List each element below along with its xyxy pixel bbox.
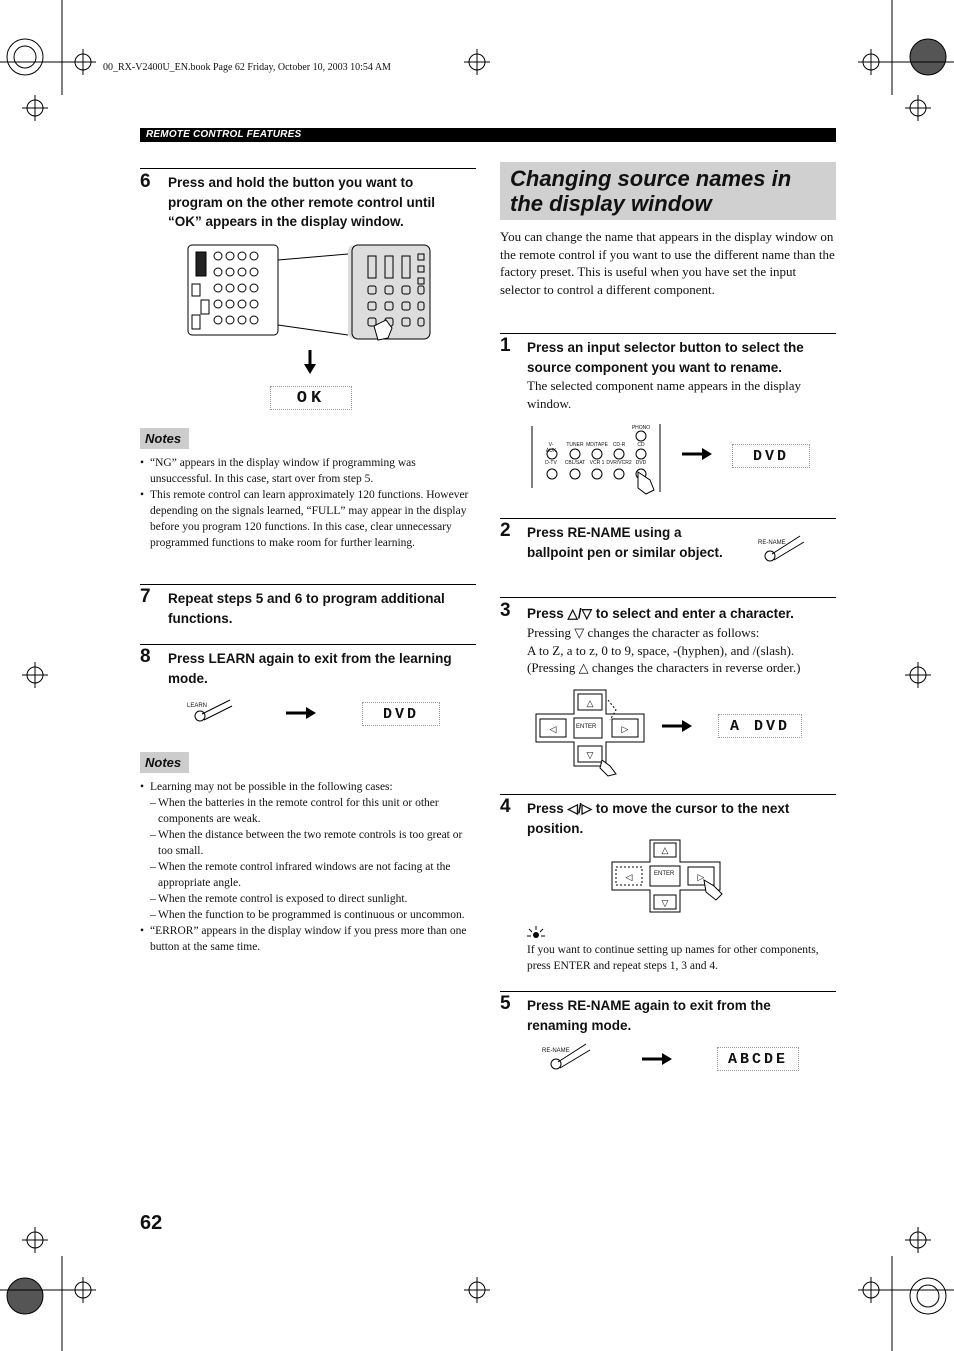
note-subitem: – When the function to be programmed is continuous or uncommon.: [140, 907, 476, 923]
display-window: DVD: [362, 702, 440, 726]
step-1-subtext: The selected component name appears in the display window.: [527, 378, 801, 411]
button-label: PHONO: [631, 425, 651, 431]
rename-label: RE-NAME: [758, 540, 786, 546]
button-label: CD-R: [612, 442, 626, 448]
button-label: V-AUX: [545, 442, 557, 454]
rename-button-illustration: [760, 534, 820, 564]
display-window: OK: [270, 386, 352, 410]
button-label: MD/TAPE: [586, 442, 608, 448]
step-3-line: (Pressing △ changes the characters in reverse order.): [527, 660, 801, 675]
note-item: • Learning may not be possible in the following cases:: [140, 779, 476, 795]
svg-text:△: △: [586, 698, 594, 708]
note-subitem: – When the remote control infrared windows are not facing at the appropriate angle.: [140, 859, 476, 891]
page-title: Changing source names in the display window: [510, 166, 792, 216]
display-window: ABCDE: [717, 1047, 799, 1071]
rename-button-illustration: [546, 1040, 606, 1070]
input-selector-illustration: [530, 422, 670, 494]
button-label: VCR 1: [589, 460, 605, 466]
step-number: 6: [140, 171, 151, 192]
step-number: 7: [140, 586, 151, 607]
note-item: • This remote control can learn approximately 120 functions. However depending on the signals learned, “FULL” may appear in the display before you program 120 functions. In this case, clear unnecessary programmed functions to make room for further learning.: [140, 487, 476, 551]
button-label: D-TV: [545, 460, 557, 466]
divider: [500, 518, 836, 519]
note-subitem: – When the batteries in the remote control for this unit or other components are weak.: [140, 795, 476, 827]
remote-learning-illustration: [188, 240, 448, 410]
svg-text:▷: ▷: [621, 724, 629, 734]
rename-label: RE-NAME: [542, 1048, 570, 1054]
enter-label: ENTER: [576, 724, 597, 730]
divider: [500, 991, 836, 992]
cursor-pad-illustration: [612, 840, 732, 915]
display-window: A DVD: [718, 714, 802, 738]
step-8-text: Press LEARN again to exit from the learning mode.: [168, 651, 452, 686]
display-window: DVD: [732, 444, 810, 468]
enter-label: ENTER: [654, 871, 675, 877]
divider: [140, 644, 476, 645]
notes-list: [140, 455, 476, 551]
button-label: DVR/VCR2: [606, 460, 632, 466]
divider: [140, 584, 476, 585]
section-bar: [140, 128, 836, 142]
svg-text:▷: ▷: [697, 872, 705, 882]
section-title-box: [500, 162, 836, 220]
note-subitem: – When the remote control is exposed to direct sunlight.: [140, 891, 476, 907]
step-1-text: Press an input selector button to select the source component you want to rename.: [527, 340, 804, 375]
step-5-text: Press RE-NAME again to exit from the renaming mode.: [527, 998, 771, 1033]
cursor-pad-illustration: [536, 690, 646, 775]
note-subitem: – When the distance between the two remote controls is too great or too small.: [140, 827, 476, 859]
note-item: • “NG” appears in the display window if programming was unsuccessful. In this case, start over from step 5.: [140, 455, 476, 487]
section-title: REMOTE CONTROL FEATURES: [146, 129, 302, 140]
arrow-right-icon: [286, 707, 318, 719]
arrow-right-icon: [682, 448, 714, 460]
step-3-line: A to Z, a to z, 0 to 9, space, -(hyphen), and /(slash).: [527, 643, 795, 658]
svg-text:▽: ▽: [661, 898, 669, 908]
button-label: TUNER: [566, 442, 584, 448]
step-number: 3: [500, 600, 511, 621]
step-4-text: Press ◁/▷ to move the cursor to the next position.: [527, 801, 790, 836]
divider: [140, 168, 476, 169]
step-3-line: Pressing ▽ changes the character as follows:: [527, 625, 760, 640]
notes-title: Notes: [140, 428, 189, 449]
button-label: DVD: [635, 460, 647, 466]
intro-paragraph: You can change the name that appears in the display window on the remote control if you want to use the different name than the factory preset. This is useful when you have set the input selector to control a different component.: [500, 229, 835, 297]
page-number: 62: [140, 1212, 163, 1234]
step-number: 1: [500, 335, 511, 356]
step-number: 4: [500, 796, 511, 817]
button-label: CD: [637, 442, 645, 448]
learn-label: LEARN: [187, 703, 208, 709]
divider: [500, 333, 836, 334]
tip-icon: [527, 926, 545, 942]
step-7-text: Repeat steps 5 and 6 to program additional functions.: [168, 591, 445, 626]
svg-text:◁: ◁: [625, 872, 633, 882]
divider: [500, 597, 836, 598]
step-2-text: Press RE-NAME using a ballpoint pen or similar object.: [527, 525, 723, 560]
notes-title: Notes: [140, 752, 189, 773]
svg-text:◁: ◁: [549, 724, 557, 734]
tip-text: If you want to continue setting up names for other components, press ENTER and repeat steps 1, 3 and 4.: [527, 944, 819, 972]
step-3-text: Press △/▽ to select and enter a character.: [527, 606, 794, 621]
arrow-right-icon: [662, 720, 694, 732]
arrow-right-icon: [642, 1053, 674, 1065]
svg-text:△: △: [661, 845, 669, 855]
step-number: 5: [500, 993, 511, 1014]
step-number: 2: [500, 520, 511, 541]
step-number: 8: [140, 646, 151, 667]
notes-list: [140, 779, 476, 955]
button-label: CBL/SAT: [564, 460, 586, 466]
step-6-text: Press and hold the button you want to program on the other remote control until “OK” appears in the display window.: [168, 175, 436, 229]
file-info-header: 00_RX-V2400U_EN.book Page 62 Friday, October 10, 2003 10:54 AM: [103, 62, 391, 73]
svg-text:▽: ▽: [586, 750, 594, 760]
note-item: • “ERROR” appears in the display window if you press more than one button at the same time.: [140, 923, 476, 955]
divider: [500, 794, 836, 795]
